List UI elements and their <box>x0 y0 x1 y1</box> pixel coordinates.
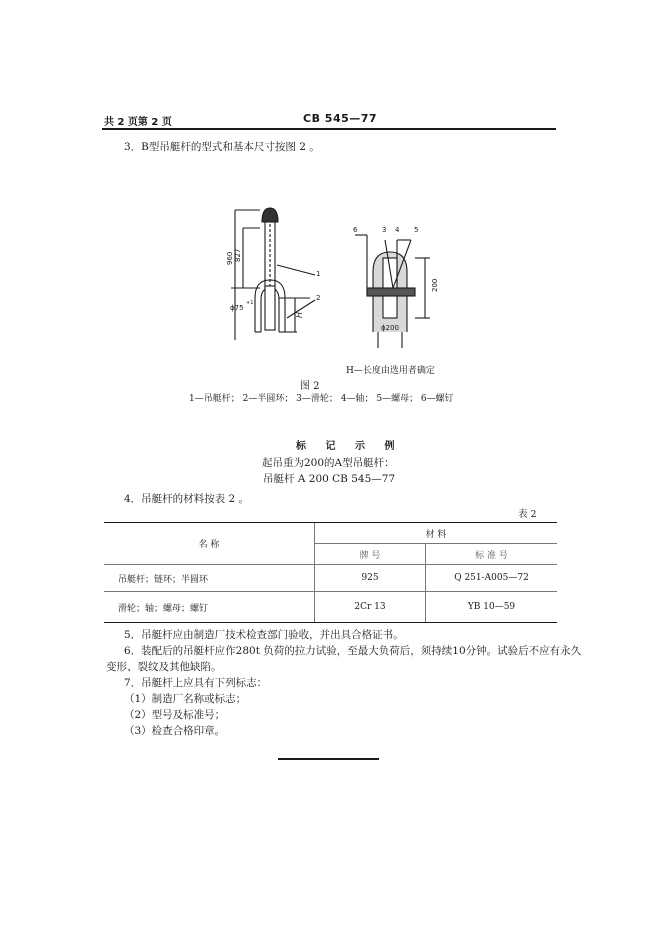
col-header-grade: 牌 号 <box>315 544 426 565</box>
list-item: （2）型号及标准号； <box>124 709 226 721</box>
clause-3: 3．B型吊艇杆的型式和基本尺寸按图 2 。 <box>124 141 320 153</box>
marking-line-1: 起吊重为200的A型吊艇杆： <box>262 457 395 469</box>
table-row <box>104 592 557 623</box>
callout-4: 4 <box>395 226 400 234</box>
clause-4: 4．吊艇杆的材料按表 2 。 <box>124 493 250 505</box>
figure-note-h: H—长度由选用者确定 <box>346 366 435 376</box>
col-header-name: 名 称 <box>104 523 315 565</box>
callout-2: 2 <box>316 294 321 302</box>
figure-legend: 1—吊艇杆； 2—半圆环； 3—滑轮； 4—轴； 5—螺母； 6—螺钉 <box>189 394 454 404</box>
clause-7: 7．吊艇杆上应具有下列标志： <box>124 677 268 689</box>
figure-caption: 图 2 <box>300 381 320 392</box>
figure-2-drawing <box>215 200 475 360</box>
dim-phi75-tol: +1 <box>246 300 254 306</box>
row-grade: 2Cr 13 <box>315 592 426 623</box>
marking-title: 标 记 示 例 <box>296 441 403 452</box>
marking-line-2: 吊艇杆 A 200 CB 545—77 <box>263 473 396 485</box>
row-standard: YB 10—59 <box>426 592 558 623</box>
callout-5: 5 <box>414 226 419 234</box>
callout-1: 1 <box>316 270 321 278</box>
page-info: 共 2 页第 2 页 <box>104 117 172 128</box>
row-grade: 925 <box>315 565 426 592</box>
list-item: （1）制造厂名称或标志； <box>124 693 247 705</box>
dim-200: 200 <box>431 278 439 292</box>
dim-phi200: ϕ200 <box>381 324 399 332</box>
materials-table <box>104 522 557 623</box>
standard-code: CB 545—77 <box>303 112 378 125</box>
col-header-standard: 标 准 号 <box>426 544 558 565</box>
clause-5: 5．吊艇杆应由制造厂技术检查部门验收，并出具合格证书。 <box>124 629 404 641</box>
dim-h: H <box>295 311 304 318</box>
dim-960: 960 <box>226 251 234 265</box>
row-name: 滑轮；轴；螺母；螺钉 <box>104 592 315 623</box>
dim-827: 827 <box>234 248 242 262</box>
list-item: （3）检查合格印章。 <box>124 725 226 737</box>
table-row <box>104 565 557 592</box>
table-label: 表 2 <box>518 509 537 520</box>
end-rule <box>278 758 379 760</box>
col-header-material: 材 料 <box>315 523 558 544</box>
clause-6-line-1: 6．装配后的吊艇杆应作280t 负荷的拉力试验，至最大负荷后，须持续10分钟。试验后不应有永久 <box>124 645 582 657</box>
callout-3: 3 <box>382 226 387 234</box>
row-standard: Q 251-A005—72 <box>426 565 558 592</box>
header-rule <box>102 128 556 130</box>
dim-phi75: ϕ75 <box>230 304 244 312</box>
row-name: 吊艇杆；链环；半圆环 <box>104 565 315 592</box>
clause-6-line-2: 变形、裂纹及其他缺陷。 <box>106 661 222 673</box>
callout-6: 6 <box>353 226 358 234</box>
